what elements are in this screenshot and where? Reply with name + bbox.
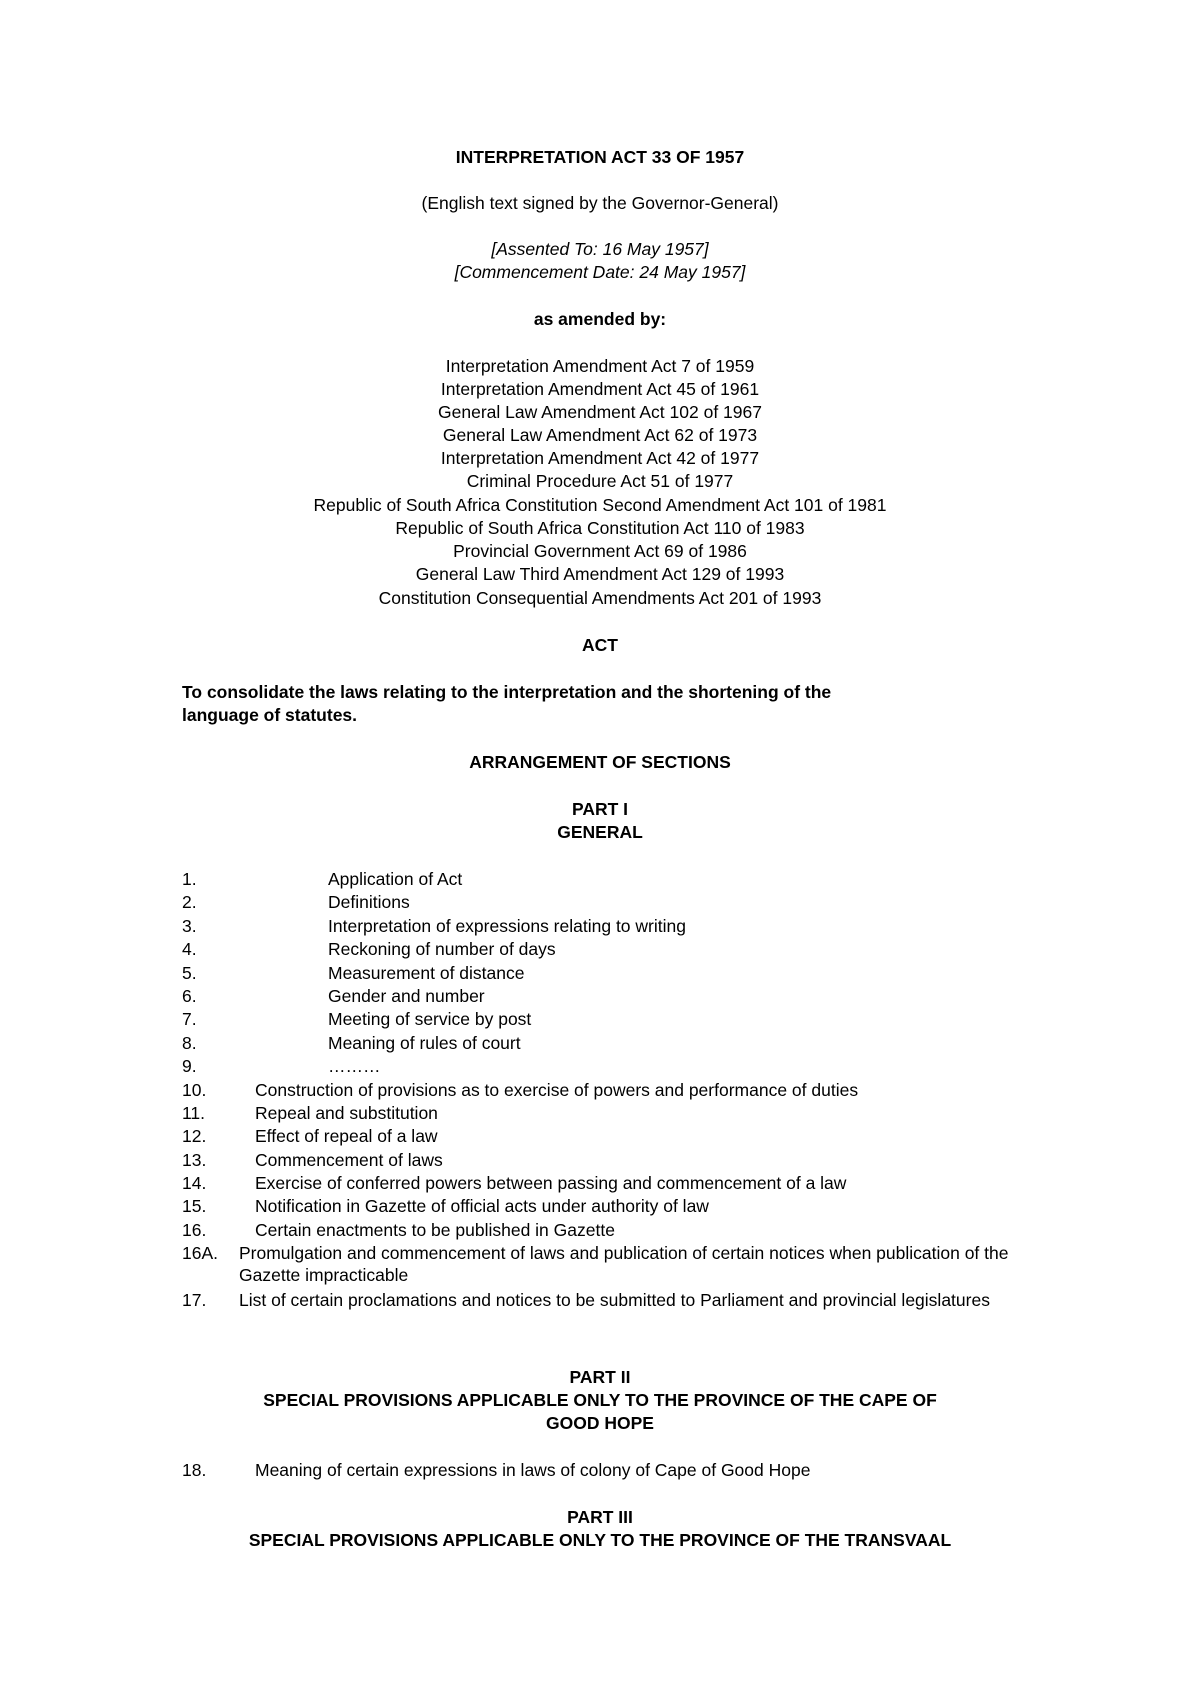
section-number: 11. (182, 1102, 206, 1123)
amendment-item: Interpretation Amendment Act 42 of 1977 (440, 448, 760, 468)
section-title: Application of Act (328, 869, 463, 889)
section-number: 17. (182, 1290, 207, 1311)
section-number: 6. (182, 985, 197, 1006)
section-title: Interpretation of expressions relating to writing (328, 915, 686, 936)
act-purpose (182, 681, 1022, 726)
section-row (182, 1055, 1022, 1078)
section-number: 16A. (182, 1243, 218, 1264)
section-row (182, 1459, 1022, 1482)
amendment-item: General Law Third Amendment Act 129 of 1993 (415, 564, 785, 584)
section-title: Measurement of distance (328, 962, 525, 983)
section-row (182, 1149, 1022, 1172)
section-number: 14. (182, 1173, 207, 1194)
section-number: 9. (182, 1056, 197, 1077)
amendment-item: Constitution Consequential Amendments Act 201 of 1993 (378, 588, 822, 608)
amendment-item: Republic of South Africa Constitution Act 110 of 1983 (395, 518, 805, 538)
section-title: Exercise of conferred powers between passing and commencement of a law (255, 1173, 847, 1194)
section-number: 10. (182, 1079, 207, 1100)
section-title: Notification in Gazette of official acts under authority of law (255, 1196, 709, 1217)
section-title: Repeal and substitution (255, 1102, 438, 1123)
section-row (182, 985, 1022, 1008)
section-row (182, 1219, 1022, 1242)
section-row (182, 868, 1022, 891)
section-number: 1. (182, 869, 197, 889)
section-row (182, 962, 1022, 985)
section-title: Meaning of rules of court (328, 1032, 521, 1053)
section-row (182, 1195, 1022, 1218)
signed-note: (English text signed by the Governor-General) (421, 193, 779, 213)
section-number: 5. (182, 962, 197, 983)
act-purpose-line: language of statutes. (182, 705, 358, 725)
section-number: 16. (182, 1219, 207, 1240)
part-2-title-line: SPECIAL PROVISIONS APPLICABLE ONLY TO THE PROVINCE OF THE CAPE OF (263, 1390, 937, 1410)
assented-date: [Assented To: 16 May 1957] (491, 239, 709, 259)
section-number: 2. (182, 892, 197, 913)
arrangement-heading: ARRANGEMENT OF SECTIONS (469, 752, 731, 772)
part-3-title: SPECIAL PROVISIONS APPLICABLE ONLY TO THE PROVINCE OF THE TRANSVAAL (248, 1530, 952, 1550)
section-title: Construction of provisions as to exercise of powers and performance of duties (255, 1079, 859, 1100)
section-row (182, 1079, 1022, 1102)
amendment-item: Interpretation Amendment Act 45 of 1961 (440, 379, 760, 399)
amendment-item: Republic of South Africa Constitution Second Amendment Act 101 of 1981 (313, 495, 887, 515)
part-2-title-line: GOOD HOPE (546, 1413, 654, 1433)
section-number: 12. (182, 1126, 207, 1147)
section-number: 15. (182, 1196, 207, 1217)
amendment-item: General Law Amendment Act 62 of 1973 (442, 425, 758, 445)
section-row (182, 1032, 1022, 1055)
section-title: Reckoning of number of days (328, 939, 556, 960)
act-heading: ACT (582, 635, 618, 655)
document-title: INTERPRETATION ACT 33 OF 1957 (455, 147, 745, 167)
section-number: 13. (182, 1149, 207, 1170)
section-row (182, 1172, 1022, 1195)
section-number: 8. (182, 1032, 197, 1053)
section-title: Promulgation and commencement of laws and publication of certain notices when publication of the Gazette impracticable (239, 1243, 1009, 1286)
amendment-item: Provincial Government Act 69 of 1986 (453, 541, 747, 561)
amendment-item: Interpretation Amendment Act 7 of 1959 (445, 356, 755, 376)
section-title: Certain enactments to be published in Gazette (255, 1219, 615, 1240)
section-title: Gender and number (328, 985, 485, 1006)
sections-list (182, 868, 1022, 1336)
amended-heading: as amended by: (533, 309, 667, 329)
section-title: Meeting of service by post (328, 1009, 532, 1030)
part-3-label: PART III (567, 1507, 633, 1527)
part-2-label: PART II (569, 1367, 631, 1387)
section-number: 7. (182, 1009, 197, 1030)
section-number: 4. (182, 939, 197, 960)
section-title: List of certain proclamations and notices to be submitted to Parliament and provincial legislatures (239, 1290, 990, 1311)
section-row (182, 1008, 1022, 1031)
act-purpose-line: To consolidate the laws relating to the interpretation and the shortening of the (182, 682, 832, 702)
section-title: Commencement of laws (255, 1149, 443, 1170)
commencement-date: [Commencement Date: 24 May 1957] (454, 262, 746, 282)
part-1-title: GENERAL (557, 822, 643, 842)
section-title: Meaning of certain expressions in laws of colony of Cape of Good Hope (255, 1460, 811, 1480)
amendment-item: Criminal Procedure Act 51 of 1977 (466, 471, 734, 491)
section-row (182, 1102, 1022, 1125)
section-row (182, 938, 1022, 961)
part-2-sections (182, 1459, 1022, 1482)
section-number: 3. (182, 915, 197, 936)
section-row (182, 891, 1022, 914)
section-row (182, 1242, 1022, 1289)
section-row (182, 1289, 1022, 1336)
part-1-label: PART I (571, 799, 629, 819)
section-row (182, 1125, 1022, 1148)
section-number: 18. (182, 1460, 207, 1480)
section-row (182, 915, 1022, 938)
section-title: Definitions (328, 892, 410, 913)
section-title: ……… (328, 1056, 381, 1077)
amendment-item: General Law Amendment Act 102 of 1967 (438, 402, 762, 422)
section-title: Effect of repeal of a law (255, 1126, 438, 1147)
